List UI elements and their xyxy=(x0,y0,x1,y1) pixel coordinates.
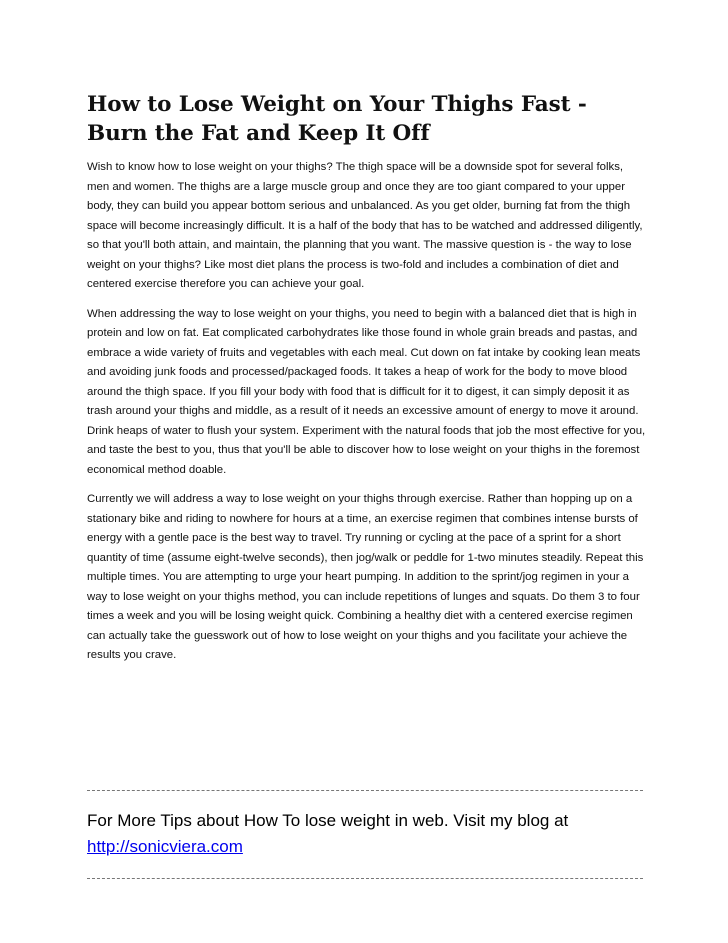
article-body xyxy=(87,158,647,676)
article-title: How to Lose Weight on Your Thighs Fast - Burn the Fat and Keep It Off xyxy=(87,92,587,146)
footer-text: For More Tips about How To lose weight in web. Visit my blog at xyxy=(87,811,569,830)
divider-top xyxy=(87,790,643,791)
divider-bottom xyxy=(87,878,643,879)
paragraph-2: When addressing the way to lose weight on your thighs, you need to begin with a balanced diet that is high in protein and low on fat. Eat complicated carbohydrates like those found in whole grain breads and pastas, and embrace a wide variety of fruits and vegetables with each meal. Cut down on fat intake by cooking lean meats and avoiding junk foods and processed/packaged foods. It takes a heap of work for the body to move blood around the thigh space. If you fill your body with food that is difficult for it to digest, it can simply deposit it as trash around your thighs and middle, as a result of it needs an excessive amount of energy to move it around. Drink heaps of water to flush your system. Experiment with the natural foods that job the most effective for you, and taste the best to you, thus that you'll be able to discover how to lose weight on your thighs in the foremost economical method doable. xyxy=(87,307,646,476)
paragraph-3: Currently we will address a way to lose weight on your thighs through exercise. Rather than hopping up on a stationary bike and riding to nowhere for hours at a time, an exercise regimen that combines intense bursts of energy with a gentle pace is the best way to travel. Try running or cycling at the pace of a sprint for a short quantity of time (assume eight-twelve seconds), then jog/walk or peddle for 1-two minutes steadily. Repeat this multiple times. You are attempting to urge your heart pumping. In addition to the sprint/jog regimen in your a way to lose weight on your thighs method, you can include repetitions of lunges and squats. Do them 3 to four times a week and you will be losing weight quick. Combining a healthy diet with a centered exercise regimen can actually take the guesswork out of how to lose weight on your thighs and you facilitate your achieve the results you crave. xyxy=(87,493,644,661)
footer-promo xyxy=(87,808,643,860)
paragraph-1: Wish to know how to lose weight on your thighs? The thigh space will be a downside spot for several folks, men and women. The thighs are a large muscle group and once they are too giant compared to your upper body, they can build you appear bottom serious and unbalanced. As you get older, burning fat from the thigh space will become increasingly difficult. It is a half of the body that has to be watched and addressed diligently, so that you'll both attain, and maintain, the planning that you want. The massive question is - the way to lose weight on your thighs? Like most diet plans the process is two-fold and includes a combination of diet and centered exercise therefore you can achieve your goal. xyxy=(87,161,643,290)
blog-link[interactable]: http://sonicviera.com xyxy=(87,837,243,856)
